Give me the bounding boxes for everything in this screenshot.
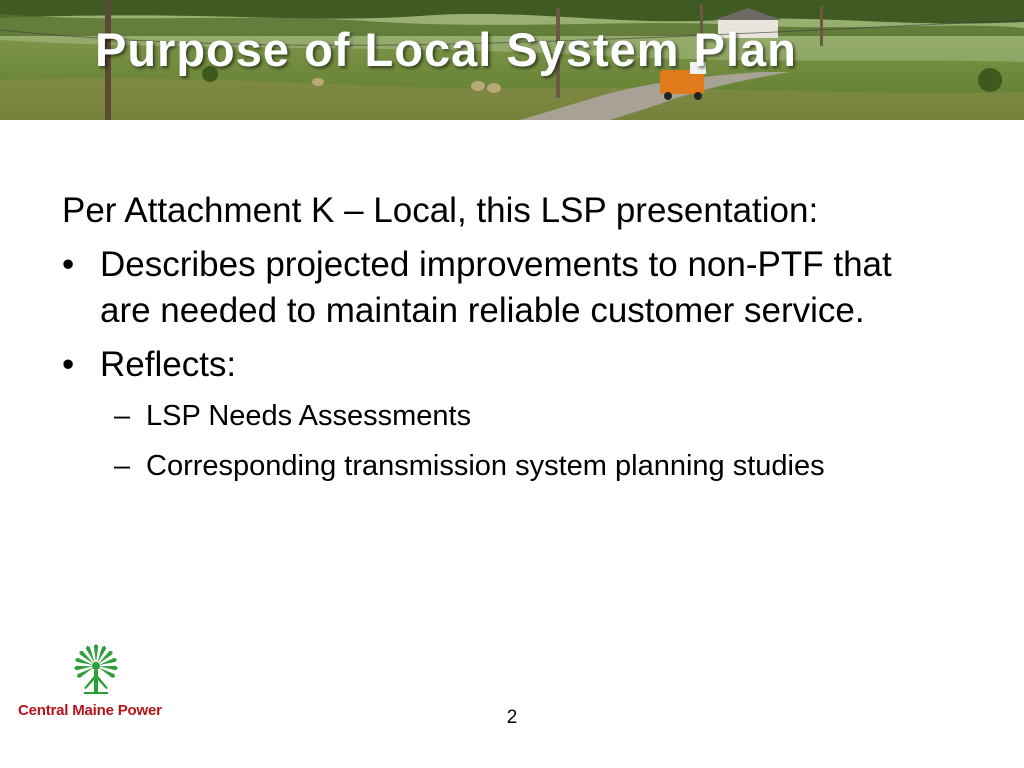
slide-body <box>62 188 962 496</box>
bullet-marker: • <box>62 345 75 384</box>
bullet-item <box>62 342 930 388</box>
sub-bullet-item <box>62 396 962 436</box>
company-name: Central Maine Power <box>18 702 162 719</box>
sunburst-logo-icon <box>70 642 122 703</box>
bullet-marker: • <box>62 245 75 284</box>
intro-text: Per Attachment K – Local, this LSP presentation: <box>62 191 819 230</box>
company-logo <box>18 642 178 724</box>
sub-bullet-text: LSP Needs Assessments <box>146 400 472 432</box>
sub-bullet-marker: – <box>114 450 131 482</box>
sub-bullet-marker: – <box>114 400 131 432</box>
bullet-text: Describes projected improvements to non-PTF that are needed to maintain reliable customer service. <box>100 245 892 330</box>
bullet-text: Reflects: <box>100 345 237 384</box>
sub-bullet-text: Corresponding transmission system planning studies <box>146 450 825 482</box>
sub-bullet-item <box>62 446 962 486</box>
bullet-item <box>62 242 930 334</box>
page-number: 2 <box>506 707 518 728</box>
slide-title: Purpose of Local System Plan <box>95 23 797 76</box>
